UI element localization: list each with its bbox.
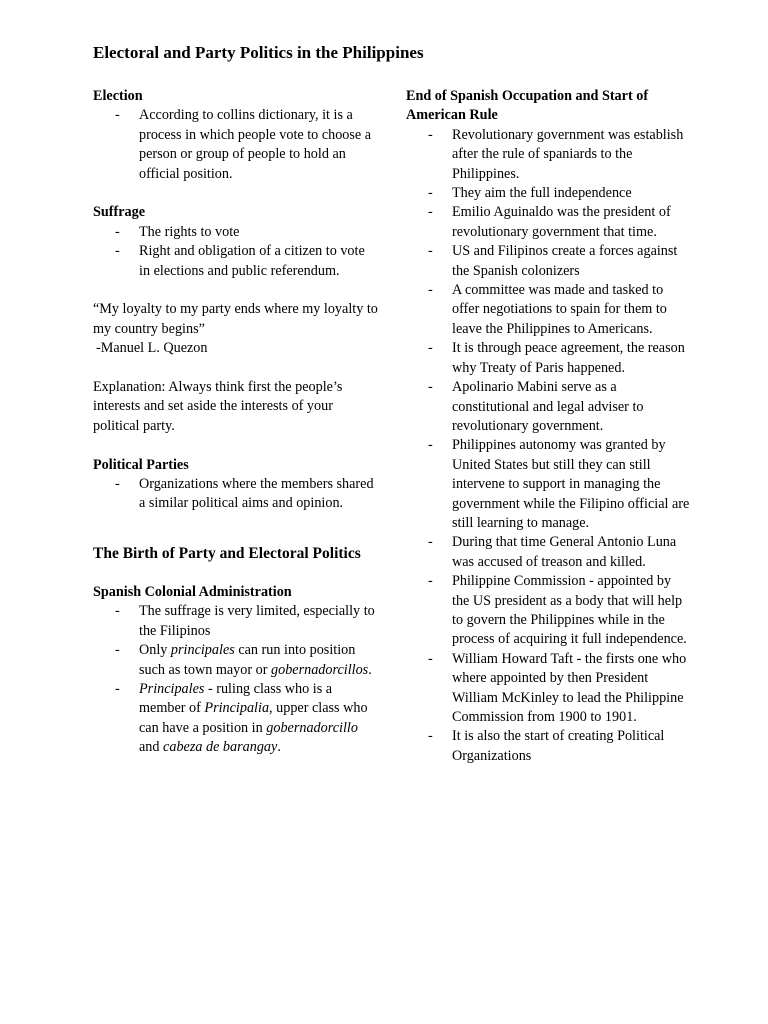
list-item: - They aim the full independence bbox=[406, 184, 691, 203]
list-item: - A committee was made and tasked to offer negotiations to spain for them to leave the Philippines to Americans. bbox=[406, 281, 691, 339]
suffrage-heading: Suffrage bbox=[93, 204, 146, 221]
list-item: - The rights to vote bbox=[93, 223, 378, 242]
list-item: - US and Filipinos create a forces against the Spanish colonizers bbox=[406, 242, 691, 281]
list-item: - Philippine Commission - appointed by the US president as a body that will help to govern the Philippines while in the process of acquiring it full independence. bbox=[406, 572, 691, 650]
list-item: - Revolutionary government was establish after the rule of spaniards to the Philippines. bbox=[406, 126, 691, 184]
list-item: - According to collins dictionary, it is a process in which people vote to choose a person or group of people to hold an official position. bbox=[93, 106, 378, 184]
list-item: - The suffrage is very limited, especially to the Filipinos bbox=[93, 602, 378, 641]
explanation-text: Explanation: Always think first the people’s interests and set aside the interests of your political party. bbox=[93, 379, 343, 434]
list-item: - Right and obligation of a citizen to vote in elections and public referendum. bbox=[93, 242, 378, 281]
quote-text: “My loyalty to my party ends where my loyalty to my country begins” bbox=[93, 301, 378, 337]
spanish-admin-heading: Spanish Colonial Administration bbox=[93, 583, 292, 600]
spanish-admin-list bbox=[93, 602, 378, 757]
list-item: - Emilio Aguinaldo was the president of revolutionary government that time. bbox=[406, 203, 691, 242]
list-item: - Only principales can run into position such as town mayor or gobernadorcillos. bbox=[93, 641, 378, 680]
list-item: - Principales - ruling class who is a member of Principalia, upper class who can have a position in gobernadorcillo and cabeza de barangay. bbox=[93, 680, 378, 758]
page-title: Electoral and Party Politics in the Philippines bbox=[93, 43, 424, 62]
left-column bbox=[93, 87, 378, 758]
american-rule-list bbox=[406, 126, 691, 766]
list-item: - It is also the start of creating Political Organizations bbox=[406, 727, 691, 766]
list-item: - It is through peace agreement, the reason why Treaty of Paris happened. bbox=[406, 339, 691, 378]
american-rule-heading: End of Spanish Occupation and Start of American Rule bbox=[406, 88, 649, 124]
list-item: - Apolinario Mabini serve as a constitutional and legal adviser to revolutionary government. bbox=[406, 378, 691, 436]
quote-author: -Manuel L. Quezon bbox=[96, 340, 208, 357]
list-item: - Organizations where the members shared a similar political aims and opinion. bbox=[93, 475, 378, 514]
election-heading: Election bbox=[93, 88, 143, 104]
right-column bbox=[406, 87, 691, 766]
list-item: - William Howard Taft - the firsts one who where appointed by then President William McKinley to lead the Philippine Commission from 1900 to 1901. bbox=[406, 650, 691, 728]
election-list bbox=[93, 106, 378, 184]
list-item: - During that time General Antonio Luna was accused of treason and killed. bbox=[406, 533, 691, 572]
suffrage-list bbox=[93, 223, 378, 281]
political-parties-heading: Political Parties bbox=[93, 456, 189, 473]
political-parties-list bbox=[93, 475, 378, 514]
birth-heading: The Birth of Party and Electoral Politics bbox=[93, 544, 361, 562]
list-item: - Philippines autonomy was granted by United States but still they can still intervene to support in managing the government while the Filipino official are still learning to manage. bbox=[406, 436, 691, 533]
